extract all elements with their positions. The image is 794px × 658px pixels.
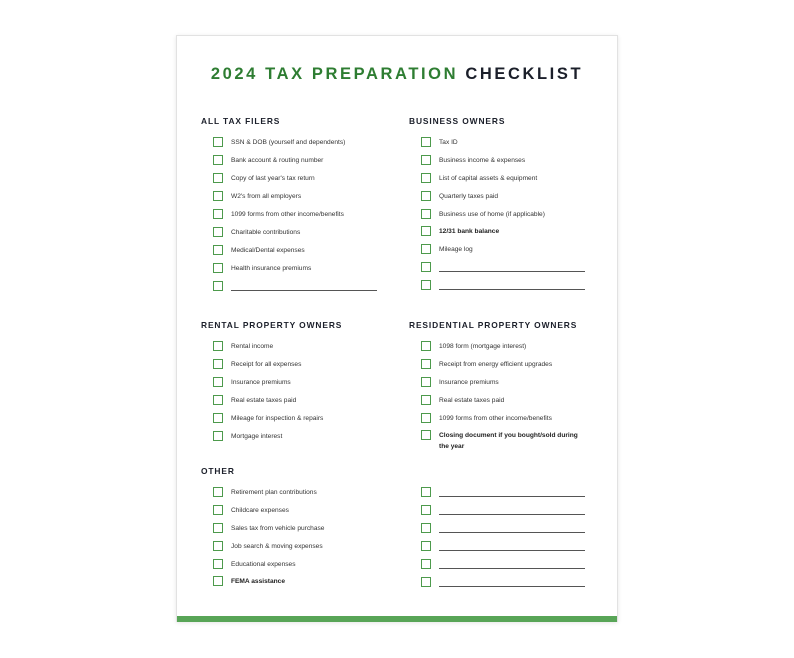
checkbox[interactable] <box>421 559 431 569</box>
checkbox[interactable] <box>421 413 431 423</box>
write-in-line[interactable] <box>439 496 585 497</box>
checkbox[interactable] <box>213 341 223 351</box>
item-label: Childcare expenses <box>231 507 289 514</box>
item-label: Real estate taxes paid <box>231 397 297 404</box>
section-title-rental-property-owners: RENTAL PROPERTY OWNERS <box>201 320 343 330</box>
checkbox[interactable] <box>213 191 223 201</box>
checkbox[interactable] <box>213 431 223 441</box>
item-label: 1099 forms from other income/benefits <box>231 211 344 218</box>
checklist-sheet <box>176 35 618 622</box>
item-label: Insurance premiums <box>439 379 499 386</box>
item-label: Mortgage interest <box>231 433 283 440</box>
item-label: 1099 forms from other income/benefits <box>439 415 552 422</box>
item-label: W2's from all employers <box>231 193 302 200</box>
item-label: Retirement plan contributions <box>231 489 317 496</box>
item-label: Copy of last year's tax return <box>231 175 315 182</box>
item-label: Sales tax from vehicle purchase <box>231 525 325 532</box>
checkbox[interactable] <box>421 577 431 587</box>
item-label: 1098 form (mortgage interest) <box>439 343 527 350</box>
checkbox[interactable] <box>213 413 223 423</box>
item-label: Bank account & routing number <box>231 157 324 164</box>
checkbox[interactable] <box>213 173 223 183</box>
checkbox[interactable] <box>421 377 431 387</box>
section-title-all-tax-filers: ALL TAX FILERS <box>201 116 281 126</box>
write-in-line[interactable] <box>439 289 585 290</box>
title-dark-part: CHECKLIST <box>465 65 584 83</box>
checkbox[interactable] <box>421 155 431 165</box>
checkbox[interactable] <box>421 487 431 497</box>
checkbox[interactable] <box>421 244 431 254</box>
bottom-accent-bar <box>177 616 617 622</box>
page-title <box>177 65 617 84</box>
item-label: Closing document if you bought/sold during the year <box>439 432 578 450</box>
section-title-other: OTHER <box>201 466 235 476</box>
item-label: Tax ID <box>439 139 458 146</box>
item-label: Charitable contributions <box>231 229 301 236</box>
checkbox[interactable] <box>421 262 431 272</box>
write-in-line[interactable] <box>439 532 585 533</box>
checkbox[interactable] <box>421 191 431 201</box>
item-label: List of capital assets & equipment <box>439 175 538 182</box>
checkbox[interactable] <box>213 137 223 147</box>
checkbox[interactable] <box>421 137 431 147</box>
checkbox[interactable] <box>213 245 223 255</box>
item-label: Rental income <box>231 343 274 350</box>
item-label: Job search & moving expenses <box>231 543 323 550</box>
checkbox[interactable] <box>421 395 431 405</box>
checkbox[interactable] <box>421 226 431 236</box>
checkbox[interactable] <box>213 209 223 219</box>
checkbox[interactable] <box>421 280 431 290</box>
checkbox[interactable] <box>213 227 223 237</box>
checkbox[interactable] <box>213 155 223 165</box>
item-label: Receipt from energy efficient upgrades <box>439 361 553 368</box>
write-in-line[interactable] <box>439 271 585 272</box>
checkbox[interactable] <box>421 430 431 440</box>
item-label: FEMA assistance <box>231 578 285 585</box>
item-label: Mileage log <box>439 246 473 253</box>
checkbox[interactable] <box>213 487 223 497</box>
item-label: Insurance premiums <box>231 379 291 386</box>
write-in-line[interactable] <box>439 586 585 587</box>
checkbox[interactable] <box>213 377 223 387</box>
section-title-residential-property-owners: RESIDENTIAL PROPERTY OWNERS <box>409 320 578 330</box>
item-label: Business use of home (if applicable) <box>439 211 545 218</box>
checkbox[interactable] <box>421 359 431 369</box>
item-label: Health insurance premiums <box>231 265 312 272</box>
checkbox[interactable] <box>213 541 223 551</box>
section-title-business-owners: BUSINESS OWNERS <box>409 116 506 126</box>
checkbox[interactable] <box>421 505 431 515</box>
item-label: Receipt for all expenses <box>231 361 302 368</box>
checkbox[interactable] <box>421 523 431 533</box>
checkbox[interactable] <box>213 281 223 291</box>
checkbox[interactable] <box>421 341 431 351</box>
checkbox[interactable] <box>213 263 223 273</box>
checkbox[interactable] <box>213 523 223 533</box>
checkbox[interactable] <box>213 359 223 369</box>
checkbox[interactable] <box>213 559 223 569</box>
item-label: Educational expenses <box>231 561 296 568</box>
write-in-line[interactable] <box>439 568 585 569</box>
write-in-line[interactable] <box>231 290 377 291</box>
checkbox[interactable] <box>213 395 223 405</box>
write-in-line[interactable] <box>439 550 585 551</box>
checkbox[interactable] <box>421 541 431 551</box>
item-label: 12/31 bank balance <box>439 228 500 235</box>
item-label: Mileage for inspection & repairs <box>231 415 324 422</box>
item-label: Business income & expenses <box>439 157 526 164</box>
checkbox[interactable] <box>421 209 431 219</box>
title-green-part: 2024 TAX PREPARATION <box>210 65 459 83</box>
item-label: Quarterly taxes paid <box>439 193 499 200</box>
item-label: Medical/Dental expenses <box>231 247 305 254</box>
item-label: SSN & DOB (yourself and dependents) <box>231 139 346 146</box>
checkbox[interactable] <box>213 505 223 515</box>
checkbox[interactable] <box>421 173 431 183</box>
checkbox[interactable] <box>213 576 223 586</box>
item-label: Real estate taxes paid <box>439 397 505 404</box>
write-in-line[interactable] <box>439 514 585 515</box>
